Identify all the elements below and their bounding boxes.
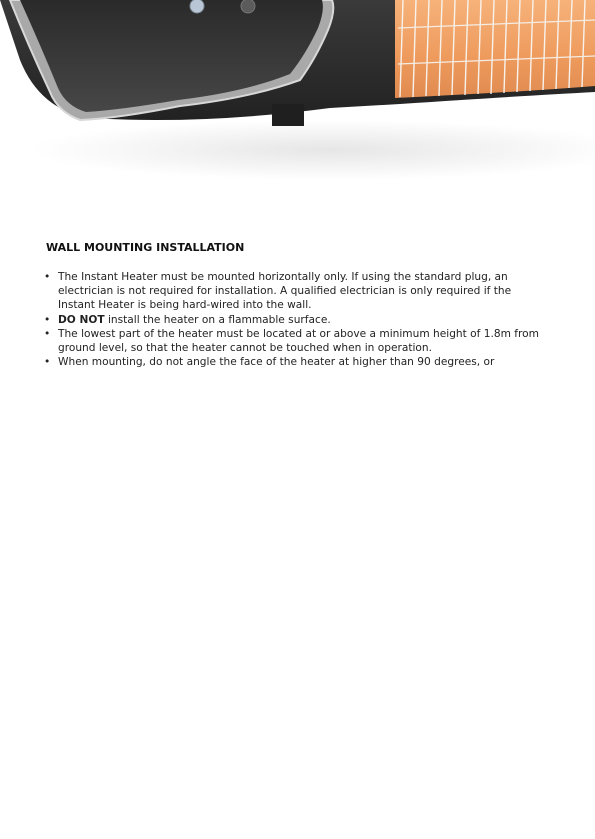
section-title: WALL MOUNTING INSTALLATION xyxy=(46,241,245,254)
bullet-item xyxy=(40,270,540,313)
heater-shadow xyxy=(30,120,595,180)
heater-product-image xyxy=(0,0,595,200)
control-knob-icon xyxy=(241,0,255,13)
bullet-text: The lowest part of the heater must be located at or above a minimum height of 1.8m from ground level, so that the heater cannot be touched when in operation. xyxy=(58,327,539,355)
bullet-dot-icon: • xyxy=(44,313,51,326)
bullet-dot-icon: • xyxy=(44,356,51,369)
bullet-emphasis: DO NOT xyxy=(58,313,105,326)
heating-element xyxy=(395,0,595,98)
bullet-text: The Instant Heater must be mounted horizontally only. If using the standard plug, an electrician is not required for installation. A qualified electrician is only required if the Instant Heater is being hard-wired into the wall. xyxy=(58,271,512,312)
mounting-bracket xyxy=(272,104,304,126)
bullet-dot-icon: • xyxy=(44,271,51,283)
bullet-text: When mounting, do not angle the face of the heater at higher than 90 degrees, or xyxy=(58,356,495,369)
bullet-dot-icon: • xyxy=(44,327,51,340)
bullet-text: install the heater on a flammable surface. xyxy=(104,313,331,326)
bullet-item xyxy=(40,355,540,369)
bullet-item xyxy=(40,327,540,355)
control-light-icon xyxy=(190,0,204,13)
bullet-item xyxy=(40,313,540,327)
installation-bullet-list xyxy=(40,270,540,369)
